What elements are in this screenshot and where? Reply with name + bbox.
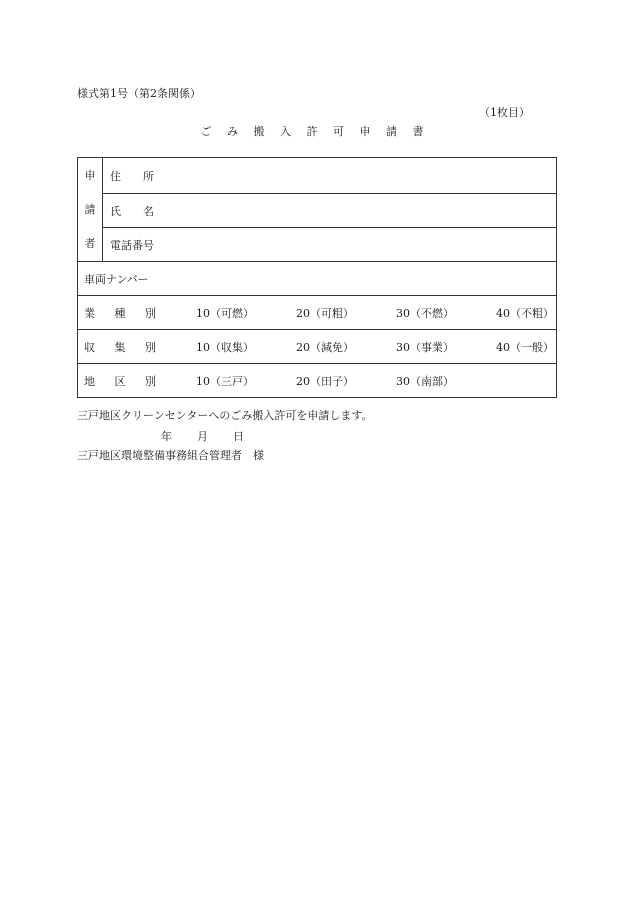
name-field[interactable] (103, 193, 556, 227)
option-10[interactable]: 10（三戸） (196, 374, 254, 388)
date-line (161, 428, 244, 444)
form-number: 様式第1号（第2条関係） (77, 87, 201, 100)
phone-field[interactable] (103, 227, 556, 261)
option-40[interactable]: 40（不粗） (496, 306, 554, 320)
applicant-section (78, 158, 556, 261)
option-30[interactable]: 30（南部） (396, 374, 454, 388)
industry-type-label: 業 種 別 (84, 306, 156, 320)
applicant-side-label (78, 158, 103, 261)
option-30[interactable]: 30（不燃） (396, 306, 454, 320)
option-20[interactable]: 20（可粗） (296, 306, 354, 320)
phone-label: 電話番号 (110, 238, 154, 252)
applicant-side-char: 申 (84, 169, 96, 182)
year-label: 年 (161, 430, 172, 443)
district-label: 地 区 別 (84, 374, 156, 388)
application-statement: 三戸地区クリーンセンターへのごみ搬入許可を申請します。 (77, 409, 373, 422)
option-10[interactable]: 10（収集） (196, 340, 254, 354)
document-title: ご み 搬 入 許 可 申 請 書 (200, 125, 430, 138)
vehicle-number-label: 車両ナンバー (84, 272, 149, 286)
option-40[interactable]: 40（一般） (496, 340, 554, 354)
day-label: 日 (233, 430, 244, 443)
collection-type-label: 収 集 別 (84, 340, 156, 354)
vehicle-number-field[interactable] (78, 261, 556, 295)
addressee: 三戸地区環境整備事務組合管理者 様 (77, 449, 264, 462)
address-label: 住 所 (110, 169, 154, 183)
application-table (77, 157, 557, 398)
month-label: 月 (197, 430, 208, 443)
option-20[interactable]: 20（田子） (296, 374, 354, 388)
applicant-side-char: 請 (84, 203, 96, 216)
collection-type-row (78, 329, 556, 363)
district-row (78, 363, 556, 397)
option-20[interactable]: 20（減免） (296, 340, 354, 354)
option-30[interactable]: 30（事業） (396, 340, 454, 354)
address-field[interactable] (103, 158, 556, 193)
option-10[interactable]: 10（可燃） (196, 306, 254, 320)
sheet-number: （1枚目） (479, 106, 530, 119)
applicant-side-char: 者 (84, 237, 96, 250)
name-label: 氏 名 (110, 204, 154, 218)
industry-type-row (78, 295, 556, 329)
